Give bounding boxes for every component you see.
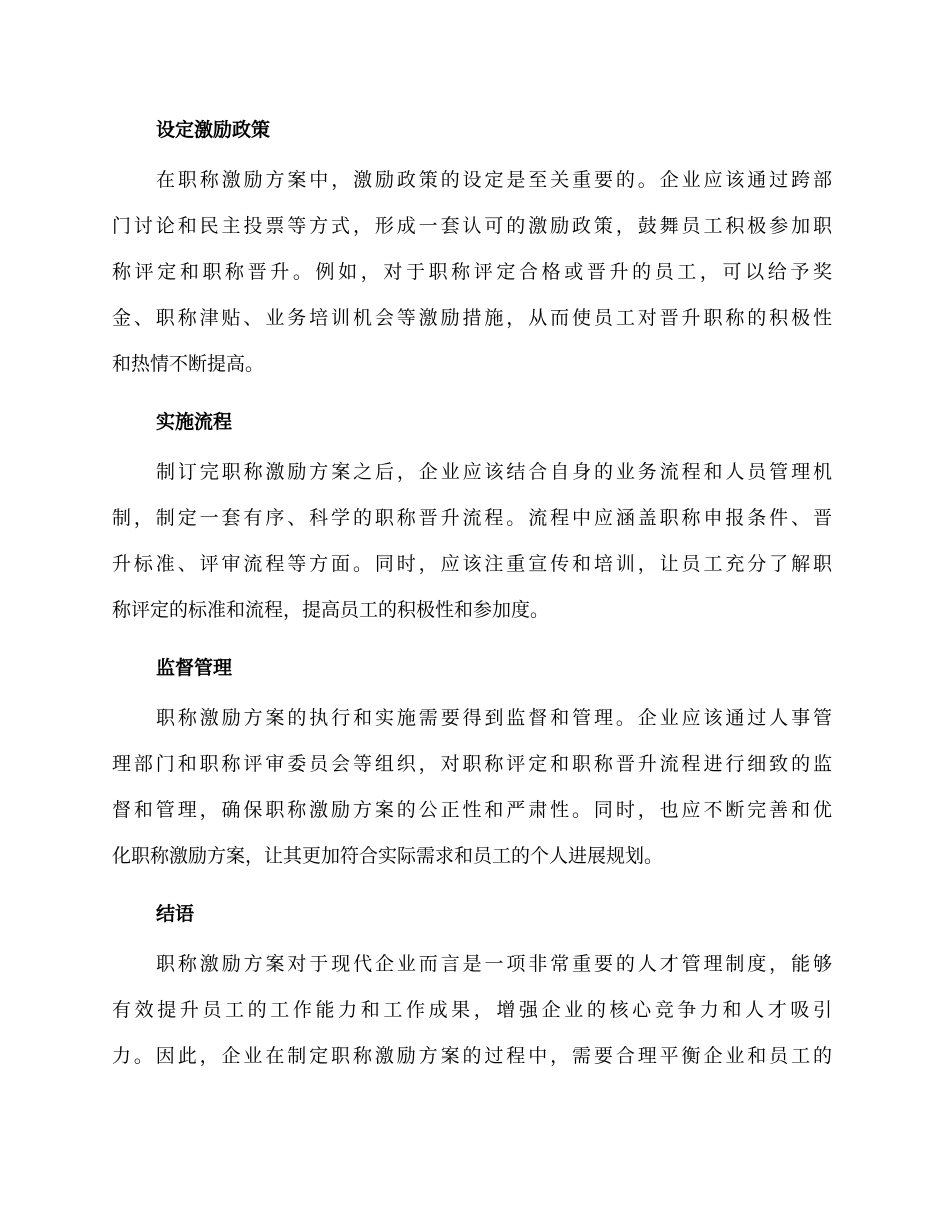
paragraph-line: 称评定和职称晋升。例如，对于职称评定合格或晋升的员工，可以给予奖 (112, 261, 832, 283)
paragraph (112, 449, 832, 633)
paragraph-line: 在职称激励方案中，激励政策的设定是至关重要的。企业应该通过跨部 (156, 169, 832, 191)
section-heading: 设定激励政策 (156, 119, 271, 141)
paragraph-line: 职称激励方案的执行和实施需要得到监督和管理。企业应该通过人事管 (156, 707, 832, 729)
paragraph (112, 941, 832, 1079)
paragraph-line: 门讨论和民主投票等方式，形成一套认可的激励政策，鼓舞员工积极参加职 (112, 215, 832, 237)
paragraph-line: 升标准、评审流程等方面。同时，应该注重宣传和培训，让员工充分了解职 (112, 553, 832, 575)
paragraph-line: 金、职称津贴、业务培训机会等激励措施，从而使员工对晋升职称的积极性 (112, 307, 832, 329)
paragraph-line: 制订完职称激励方案之后，企业应该结合自身的业务流程和人员管理机 (156, 461, 832, 483)
paragraph (112, 695, 832, 879)
section-conclusion (112, 891, 832, 1079)
section-heading: 实施流程 (156, 411, 233, 433)
section-incentive-policy (112, 107, 832, 387)
section-supervision-management (112, 645, 832, 879)
paragraph-line: 职称激励方案对于现代企业而言是一项非常重要的人才管理制度，能够 (156, 953, 832, 975)
section-implementation-process (112, 399, 832, 633)
paragraph-line: 称评定的标准和流程，提高员工的积极性和参加度。 (112, 599, 550, 621)
paragraph-line: 力。因此，企业在制定职称激励方案的过程中，需要合理平衡企业和员工的 (112, 1045, 832, 1067)
section-heading: 结语 (156, 903, 195, 925)
paragraph-line: 有效提升员工的工作能力和工作成果，增强企业的核心竞争力和人才吸引 (112, 999, 832, 1021)
paragraph (112, 157, 832, 387)
paragraph-line: 制，制定一套有序、科学的职称晋升流程。流程中应涵盖职称申报条件、晋 (112, 507, 832, 529)
section-heading: 监督管理 (156, 657, 233, 679)
paragraph-line: 督和管理，确保职称激励方案的公正性和严肃性。同时，也应不断完善和优 (112, 799, 832, 821)
paragraph-line: 理部门和职称评审委员会等组织，对职称评定和职称晋升流程进行细致的监 (112, 753, 832, 775)
paragraph-line: 化职称激励方案，让其更加符合实际需求和员工的个人进展规划。 (112, 845, 664, 867)
document-body (112, 107, 832, 1091)
paragraph-line: 和热情不断提高。 (112, 353, 265, 375)
